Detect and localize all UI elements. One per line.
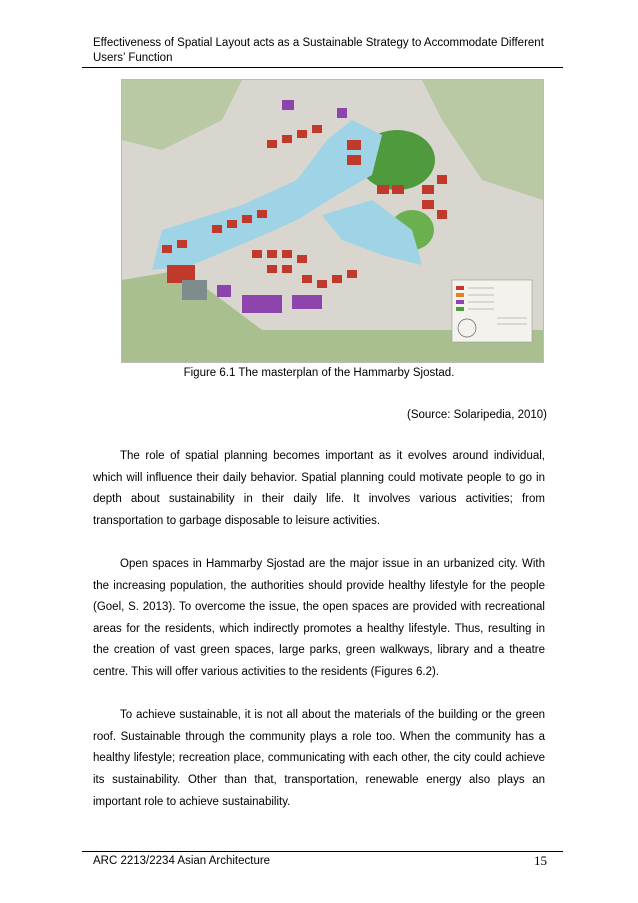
running-header: Effectiveness of Spatial Layout acts as a Sustainable Strategy to Accommodate Different Users’ Function xyxy=(93,37,544,64)
figure-source: (Source: Solaripedia, 2010) xyxy=(407,409,547,421)
masterplan-map-image xyxy=(121,79,544,363)
masterplan-map-drawing xyxy=(122,80,543,362)
page-number: 15 xyxy=(534,853,547,868)
body-text xyxy=(93,446,545,835)
footer-rule xyxy=(82,851,563,852)
paragraph-1: The role of spatial planning becomes important as it evolves around individual, which will influence their daily behavior. Spatial planning could motivate people to go in depth about sustainability in their daily life. It involves various activities; from transportation to garbage disposable to leisure activities. xyxy=(93,450,545,527)
header-rule xyxy=(82,67,563,68)
paragraph-3: To achieve sustainable, it is not all about the materials of the building or the green roof. Sustainable through the community plays a role too. When the community has a healthy lifestyle; recreation place, communicating with each other, the city could achieve its sustainability. Other than that, transportation, renewable energy also plays an important role to achieve sustainability. xyxy=(93,709,545,808)
footer-course: ARC 2213/2234 Asian Architecture xyxy=(93,855,271,867)
paragraph-2: Open spaces in Hammarby Sjostad are the major issue in an urbanized city. With the increasing population, the authorities should provide healthy lifestyle for the people (Goel, S. 2013). To overcome the issue, the open spaces are provided with recreational areas for the residents, which indirectly promotes a healthy lifestyle. Thus, resulting in the creation of vast green spaces, large parks, green walkways, library and a theatre centre. This will offer various activities to the residents (Figures 6.2). xyxy=(93,557,545,678)
figure-caption: Figure 6.1 The masterplan of the Hammarby Sjostad. xyxy=(183,367,455,379)
